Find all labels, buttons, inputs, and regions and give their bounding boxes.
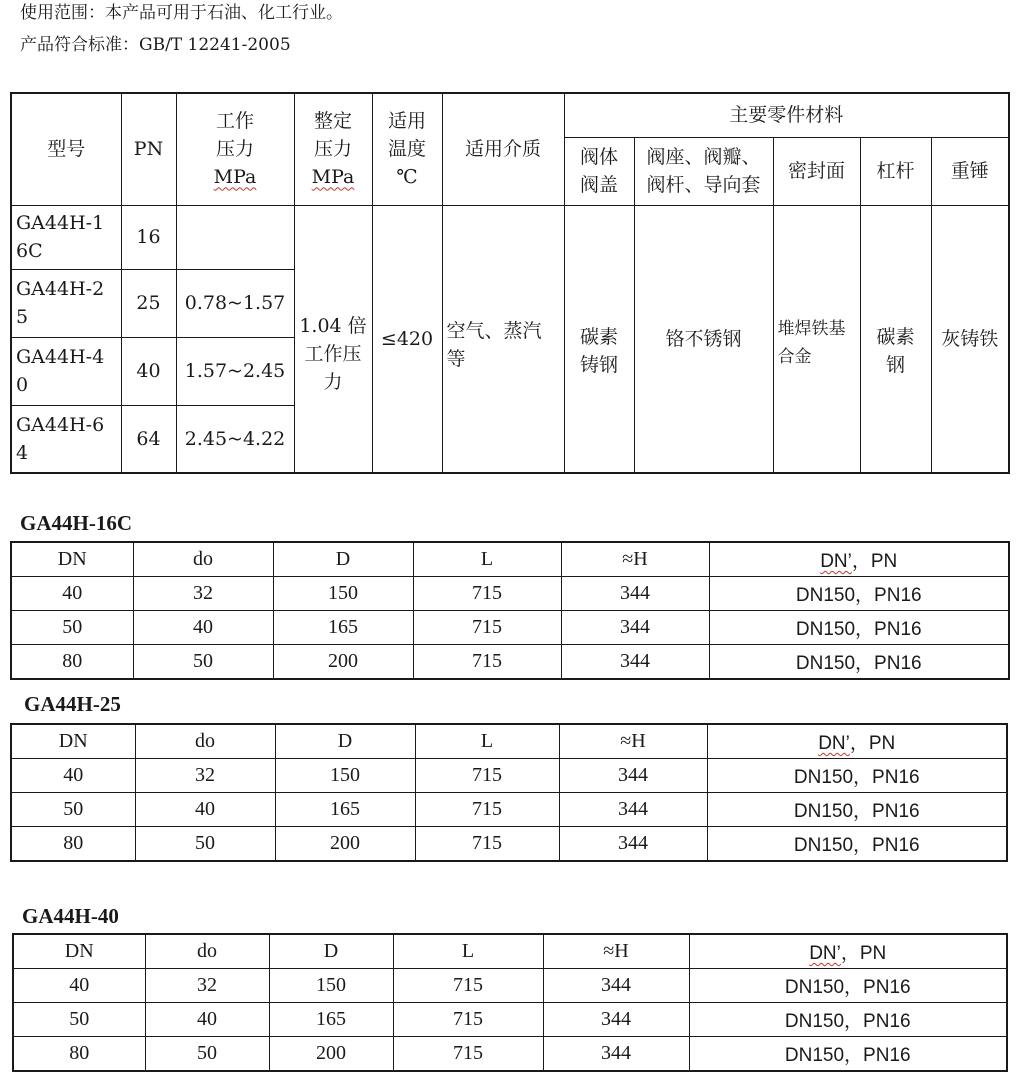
flange-cell: DN150，PN16 xyxy=(709,611,1009,645)
model-line1: GA44H-6 xyxy=(16,413,105,436)
do-cell: 32 xyxy=(135,759,275,793)
header-pn-suffix: ，PN xyxy=(851,551,898,572)
header-body-line1: 阀体 xyxy=(579,146,618,168)
h-cell: 344 xyxy=(559,827,707,862)
spec-row xyxy=(11,205,1009,269)
table-row xyxy=(11,611,1009,645)
header-seat-line2: 阀杆、导向套 xyxy=(646,174,761,196)
do-cell: 32 xyxy=(145,969,269,1003)
d-cell: 150 xyxy=(275,759,415,793)
body-material-line1: 碳素 xyxy=(579,325,618,348)
header-model: 型号 xyxy=(11,93,121,205)
dn-cell: 50 xyxy=(11,611,133,645)
body-material-line2: 铸钢 xyxy=(579,353,618,376)
header-set-pressure xyxy=(294,93,372,205)
set-pressure-cell xyxy=(294,205,372,473)
header-set-pressure-line2: 压力 xyxy=(313,138,352,161)
header-d: D xyxy=(273,542,413,577)
temperature-cell: ≤420 xyxy=(372,205,442,473)
seal-material-line1: 堆焊铁基 xyxy=(777,318,846,339)
header-dn: DN xyxy=(11,724,135,759)
header-lever: 杠杆 xyxy=(860,137,931,205)
flange-cell: DN150，PN16 xyxy=(707,793,1007,827)
header-d: D xyxy=(275,724,415,759)
flange-cell: DN150，PN16 xyxy=(689,1037,1007,1072)
header-l: L xyxy=(415,724,559,759)
model-line1: GA44H-4 xyxy=(16,346,105,368)
header-d: D xyxy=(269,934,393,969)
header-body xyxy=(564,137,634,205)
model-line2: 4 xyxy=(16,441,29,464)
l-cell: 715 xyxy=(413,645,561,680)
d-cell: 150 xyxy=(269,969,393,1003)
d-cell: 150 xyxy=(273,577,413,611)
header-temperature-line1: 适用 xyxy=(387,110,426,133)
do-cell: 40 xyxy=(145,1003,269,1037)
header-temperature xyxy=(372,93,442,205)
section-title-25: GA44H-25 xyxy=(24,692,121,716)
header-h: ≈H xyxy=(543,934,689,969)
do-cell: 50 xyxy=(135,827,275,862)
pn-cell: 16 xyxy=(121,205,176,269)
h-cell: 344 xyxy=(543,1003,689,1037)
header-materials-group: 主要零件材料 xyxy=(564,93,1009,137)
header-h: ≈H xyxy=(559,724,707,759)
scope-text: 使用范围：本产品可用于石油、化工行业。 xyxy=(20,3,343,23)
h-cell: 344 xyxy=(543,1037,689,1072)
header-h: ≈H xyxy=(561,542,709,577)
do-cell: 32 xyxy=(133,577,273,611)
spec-table xyxy=(10,92,1010,474)
header-do: do xyxy=(133,542,273,577)
dimension-table-25 xyxy=(10,723,1008,862)
d-cell: 165 xyxy=(273,611,413,645)
section-title-40: GA44H-40 xyxy=(22,904,119,928)
dimension-header-row xyxy=(13,934,1007,969)
flange-cell: DN150，PN16 xyxy=(689,969,1007,1003)
work-pressure-cell: 0.78~1.57 xyxy=(176,269,294,337)
section-title-16c: GA44H-16C xyxy=(20,511,132,535)
flange-cell: DN150，PN16 xyxy=(689,1003,1007,1037)
h-cell: 344 xyxy=(561,611,709,645)
work-pressure-cell: 2.45~4.22 xyxy=(176,405,294,473)
header-weight: 重锤 xyxy=(931,137,1009,205)
header-dn-prime: DN’ xyxy=(809,943,841,964)
header-seat-line1: 阀座、阀瓣、 xyxy=(646,146,761,168)
table-row xyxy=(13,1037,1007,1072)
set-pressure-line2: 工作压 xyxy=(304,342,362,365)
do-cell: 50 xyxy=(145,1037,269,1072)
set-pressure-line3: 力 xyxy=(323,370,343,393)
dn-cell: 40 xyxy=(11,577,133,611)
header-work-pressure-unit: MPa xyxy=(213,166,257,189)
header-flange xyxy=(689,934,1007,969)
dn-cell: 50 xyxy=(13,1003,145,1037)
table-row xyxy=(11,577,1009,611)
header-pn: PN xyxy=(121,93,176,205)
header-set-pressure-unit: MPa xyxy=(311,166,355,189)
header-seat xyxy=(634,137,773,205)
dimension-header-row xyxy=(11,542,1009,577)
h-cell: 344 xyxy=(561,645,709,680)
dn-cell: 80 xyxy=(13,1037,145,1072)
pn-cell: 25 xyxy=(121,269,176,337)
lever-material-line2: 钢 xyxy=(885,353,905,376)
lever-material-cell xyxy=(860,205,931,473)
lever-material-line1: 碳素 xyxy=(876,325,915,348)
body-material-cell xyxy=(564,205,634,473)
dimension-header-row xyxy=(11,724,1007,759)
dn-cell: 80 xyxy=(11,645,133,680)
dimension-table-16c xyxy=(10,541,1010,680)
header-medium: 适用介质 xyxy=(442,93,564,205)
do-cell: 40 xyxy=(133,611,273,645)
header-body-line2: 阀盖 xyxy=(579,174,618,196)
model-cell xyxy=(11,205,121,269)
header-dn-prime: DN’ xyxy=(818,733,850,754)
medium-line1: 空气、蒸汽 xyxy=(446,319,542,342)
pn-cell: 40 xyxy=(121,337,176,405)
header-set-pressure-line1: 整定 xyxy=(313,110,352,133)
l-cell: 715 xyxy=(415,827,559,862)
work-pressure-cell: 1.57~2.45 xyxy=(176,337,294,405)
l-cell: 715 xyxy=(415,759,559,793)
model-line2: 5 xyxy=(16,306,29,328)
model-line2: 0 xyxy=(16,374,29,396)
set-pressure-line1: 1.04 倍 xyxy=(299,314,367,337)
header-seal: 密封面 xyxy=(773,137,860,205)
d-cell: 200 xyxy=(275,827,415,862)
model-line1: GA44H-2 xyxy=(16,278,105,300)
standard-text: 产品符合标准：GB/T 12241-2005 xyxy=(20,35,291,55)
do-cell: 50 xyxy=(133,645,273,680)
header-work-pressure-line1: 工作 xyxy=(215,110,254,133)
l-cell: 715 xyxy=(413,577,561,611)
dn-cell: 50 xyxy=(11,793,135,827)
header-l: L xyxy=(393,934,543,969)
header-temperature-line2: 温度 xyxy=(387,138,426,161)
d-cell: 200 xyxy=(269,1037,393,1072)
table-row xyxy=(11,793,1007,827)
dn-cell: 80 xyxy=(11,827,135,862)
medium-cell xyxy=(442,205,564,473)
seat-material-cell: 铬不锈钢 xyxy=(634,205,773,473)
header-flange xyxy=(709,542,1009,577)
h-cell: 344 xyxy=(561,577,709,611)
h-cell: 344 xyxy=(543,969,689,1003)
flange-cell: DN150，PN16 xyxy=(709,645,1009,680)
work-pressure-cell xyxy=(176,205,294,269)
pn-cell: 64 xyxy=(121,405,176,473)
l-cell: 715 xyxy=(393,969,543,1003)
dn-cell: 40 xyxy=(11,759,135,793)
medium-line2: 等 xyxy=(446,347,466,370)
header-do: do xyxy=(145,934,269,969)
h-cell: 344 xyxy=(559,793,707,827)
seal-material-line2: 合金 xyxy=(777,346,812,367)
header-dn: DN xyxy=(13,934,145,969)
flange-cell: DN150，PN16 xyxy=(707,759,1007,793)
header-do: do xyxy=(135,724,275,759)
table-row xyxy=(11,759,1007,793)
model-line2: 6C xyxy=(16,240,43,262)
d-cell: 165 xyxy=(269,1003,393,1037)
header-dn: DN xyxy=(11,542,133,577)
table-row xyxy=(11,645,1009,680)
header-work-pressure xyxy=(176,93,294,205)
flange-cell: DN150，PN16 xyxy=(707,827,1007,862)
d-cell: 165 xyxy=(275,793,415,827)
l-cell: 715 xyxy=(415,793,559,827)
flange-cell: DN150，PN16 xyxy=(709,577,1009,611)
header-pn-suffix: ，PN xyxy=(840,943,887,964)
spec-header-row xyxy=(11,93,1009,137)
header-flange xyxy=(707,724,1007,759)
header-pn-suffix: ，PN xyxy=(849,733,896,754)
table-row xyxy=(13,969,1007,1003)
l-cell: 715 xyxy=(393,1003,543,1037)
header-temperature-unit: ℃ xyxy=(396,166,418,189)
table-row xyxy=(11,827,1007,862)
header-dn-prime: DN’ xyxy=(820,551,852,572)
header-work-pressure-line2: 压力 xyxy=(215,138,254,161)
l-cell: 715 xyxy=(393,1037,543,1072)
do-cell: 40 xyxy=(135,793,275,827)
dn-cell: 40 xyxy=(13,969,145,1003)
weight-material-cell: 灰铸铁 xyxy=(931,205,1009,473)
h-cell: 344 xyxy=(559,759,707,793)
l-cell: 715 xyxy=(413,611,561,645)
seal-material-cell xyxy=(773,205,860,473)
header-l: L xyxy=(413,542,561,577)
dimension-table-40 xyxy=(12,933,1008,1072)
model-cell xyxy=(11,405,121,473)
table-row xyxy=(13,1003,1007,1037)
model-cell xyxy=(11,269,121,337)
model-line1: GA44H-1 xyxy=(16,212,105,234)
model-cell xyxy=(11,337,121,405)
d-cell: 200 xyxy=(273,645,413,680)
